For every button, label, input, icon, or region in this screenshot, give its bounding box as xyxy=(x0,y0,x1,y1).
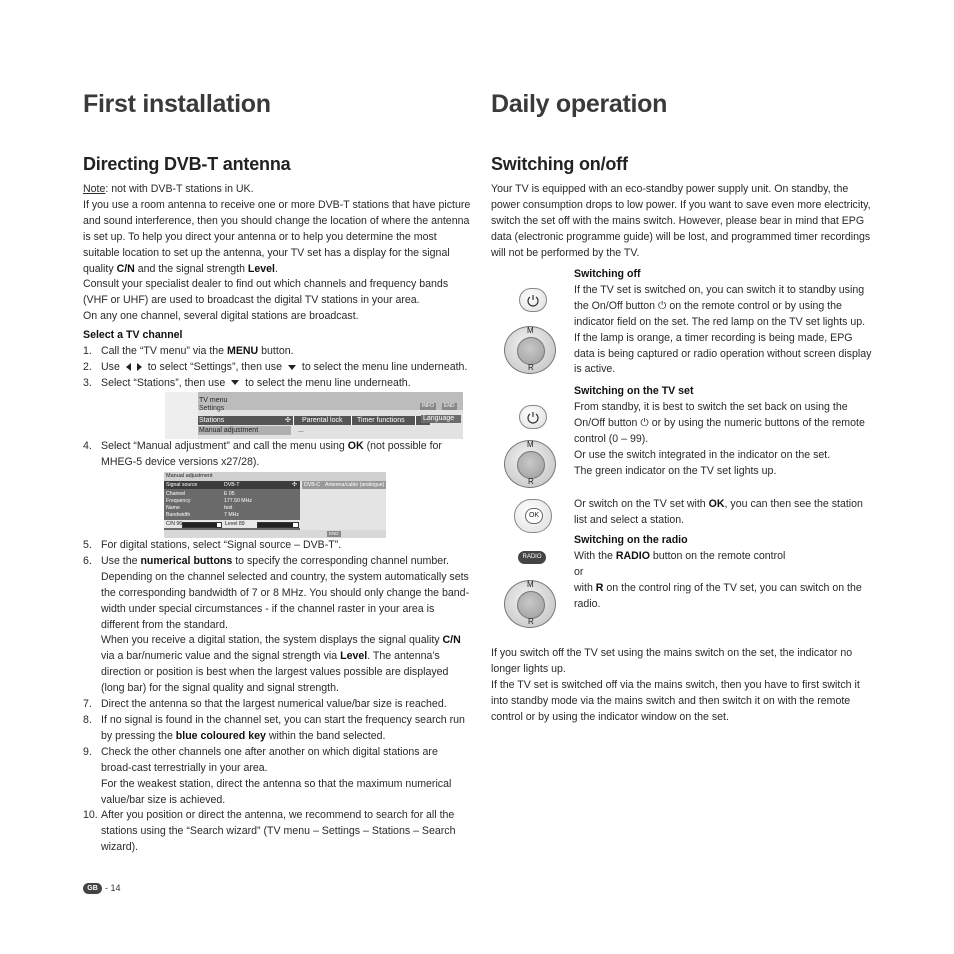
radio-heading: Switching on the radio xyxy=(574,534,688,546)
down-arrow-icon xyxy=(231,380,239,385)
signal-source-value[interactable]: DVB-T xyxy=(224,482,240,488)
steps-5-10 xyxy=(83,538,471,856)
switching-on-block xyxy=(574,384,872,479)
power-symbol-icon: ⏻ xyxy=(640,416,649,429)
note-text: : not with DVB-T stations in UK. xyxy=(105,183,254,195)
tv-menu-screenshot xyxy=(165,392,463,439)
menu-title: TV menu xyxy=(199,397,228,404)
intro-paragraph-1: If you use a room antenna to receive one or more DVB-T stations that have picture and sound interference, then you should change the location of where the antenna is set up. To help you direct your antenna or to help you determine the most suitable location to set up the antenna, your TV set has a display for the signal quality C/N and the signal strength Level. xyxy=(83,198,471,275)
switching-intro: Your TV is equipped with an eco-standby power supply unit. On standby, the power consumption drops to low power. If you want to save even more electricity, switch the set off with the mains switch. However, please bear in mind that EPG data (electronic programme guide) will be lost, and programmed timer recordings will not be performed by the TV. xyxy=(491,183,871,259)
step-4-item: 4. Select “Manual adjustment” and call the menu using OK (not possible for MHEG-5 device versions x27/28). xyxy=(83,440,442,468)
info-badge: INFO xyxy=(422,403,434,409)
note-label: Note xyxy=(83,183,106,195)
manual-adjustment-screenshot xyxy=(164,472,386,538)
page-title-right: Daily operation xyxy=(491,90,668,118)
signal-option-dvbc[interactable]: DVB-C xyxy=(304,482,321,488)
switching-on-indicator: Or use the switch integrated in the indicator on the set. xyxy=(574,448,831,461)
page-number: - 14 xyxy=(105,883,121,893)
gb-badge: GB xyxy=(83,883,102,894)
step-3: 3. Select “Stations”, then use to select the menu line underneath. xyxy=(83,376,411,389)
page-title-left: First installation xyxy=(83,90,271,118)
step-9: 9. Check the other channels one after another on which digital stations are broad-cast terrestrially in your area. For the weakest station, direct the antenna so that the maximum numerical value/bar size is achieved. xyxy=(83,745,452,806)
manual-adjustment-header: Manual adjustment xyxy=(166,473,213,479)
menu-item-timer[interactable]: Timer functions xyxy=(357,417,405,424)
menu-item-stations[interactable]: Stations xyxy=(199,417,225,424)
signal-source-label: Signal source xyxy=(166,482,198,488)
switching-ok-block: Or switch on the TV set with OK, you can then see the station list and select a station. xyxy=(574,498,863,526)
radio-text-1: With the RADIO button on the remote control xyxy=(574,549,786,562)
switching-on-green: The green indicator on the TV set lights up. xyxy=(574,464,777,477)
ok-button-icon: OK xyxy=(514,499,552,533)
step-10: 10. After you position or direct the antenna, we recommend to search for all the stations using the “Search wizard” (TV menu – Settings – Stations – Search wizard). xyxy=(83,809,456,854)
radio-button-icon: RADIO xyxy=(518,551,546,564)
mains-paragraph-1: If you switch off the TV set using the mains switch on the set, the indicator no longer lights up. xyxy=(491,647,853,675)
menu2-nav-icon: ✣ xyxy=(292,482,298,488)
radio-or: or xyxy=(574,565,584,578)
signal-option-analogue[interactable]: Antenna/cable (analogue) xyxy=(325,482,385,488)
left-arrow-icon xyxy=(126,363,131,371)
dvbt-intro xyxy=(83,182,471,325)
channel-params-values: E 05 177.50 MHz test 7 MHz xyxy=(224,491,252,518)
section-heading-switching: Switching on/off xyxy=(491,154,628,174)
step-7: 7. Direct the antenna so that the largest numerical value/bar size is reached. xyxy=(83,698,447,711)
switching-on-text: From standby, it is best to switch the set back on using the On/Off button ⏻ or by using the numeric buttons of the remote control (0 – 99). xyxy=(574,400,865,445)
end-badge: END xyxy=(444,403,455,409)
step-2: 2. Use to select “Settings”, then use to select the menu line underneath. xyxy=(83,360,468,373)
switching-off-text: If the TV set is switched on, you can switch it to standby using the On/Off button ⏻ on the remote control or by using the indicator field on the set. The red lamp on the TV set lights up. xyxy=(574,283,866,328)
menu-dots: ... xyxy=(298,427,304,434)
switching-off-lamp: If the lamp is orange, a timer recording is being made, EPG data is being captured or radio operation without screen display is active. xyxy=(574,331,872,376)
power-symbol-icon: ⏻ xyxy=(658,299,667,312)
power-button-icon xyxy=(519,405,547,429)
menu-nav-icon: ✣ xyxy=(285,417,291,424)
right-arrow-icon xyxy=(137,363,142,371)
switching-off-heading: Switching off xyxy=(574,268,641,280)
intro-paragraph-2: Consult your specialist dealer to find out which channels and frequency bands (VHF or UHF) are used to broadcast the digital TV stations in your area. xyxy=(83,278,449,307)
control-ring-icon: M R xyxy=(504,326,556,374)
control-ring-icon: M R xyxy=(504,580,556,628)
cn-readout: C/N 96 xyxy=(166,521,183,527)
intro-paragraph-3: On any one channel, several digital stations are broadcast. xyxy=(83,310,359,323)
step-1: 1. Call the “TV menu” via the MENU button. xyxy=(83,344,294,357)
radio-block xyxy=(574,533,872,613)
switching-off-block xyxy=(574,267,872,378)
mains-paragraph-2: If the TV set is switched off via the mains switch, then you have to first switch it into standby mode via the mains switch and then switch it on with the remote control or by using the indicator window on the set. xyxy=(491,678,860,723)
step-6: 6. Use the numerical buttons to specify the corresponding channel number. Depending on the channel selected and country, the system automatically sets the corresponding bandwidth of 7 or 8 MHz. You should only change the band-width under special circumstances - if the channel raster in your area is different from the standard. When you receive a digital station, the system displays the signal quality C/N via a bar/numeric value and the signal strength via Level. The antenna’s direction or position is best when the largest values possible are displayed (long bar) for the signal quality and signal strength. xyxy=(83,554,470,695)
step-5: 5. For digital stations, select “Signal source – DVB-T”. xyxy=(83,539,342,551)
cn-bar xyxy=(182,522,222,528)
subhead-select-channel: Select a TV channel xyxy=(83,329,183,341)
level-bar xyxy=(257,522,299,528)
power-button-icon xyxy=(519,288,547,312)
step-8: 8. If no signal is found in the channel set, you can start the frequency search run by pressing the blue coloured key within the band selected. xyxy=(83,713,465,742)
switching-on-heading: Switching on the TV set xyxy=(574,385,694,397)
level-readout: Level 89 xyxy=(225,521,245,527)
mains-block xyxy=(491,646,871,726)
menu-item-language[interactable]: Language xyxy=(421,415,461,423)
step-4 xyxy=(83,439,471,471)
down-arrow-icon xyxy=(288,365,296,370)
control-ring-icon: M R xyxy=(504,440,556,488)
steps-1-3 xyxy=(83,328,471,392)
menu-settings: Settings xyxy=(199,405,225,412)
menu-item-parental[interactable]: Parental lock xyxy=(302,417,343,424)
menu2-end-badge: END xyxy=(329,531,339,536)
section-heading-dvbt: Directing DVB-T antenna xyxy=(83,154,291,174)
channel-params-labels: Channel Frequency Name Bandwidth xyxy=(166,491,191,518)
menu-item-manual[interactable]: Manual adjustment xyxy=(199,427,259,434)
radio-text-2: with R on the control ring of the TV set, you can switch on the radio. xyxy=(574,581,862,610)
